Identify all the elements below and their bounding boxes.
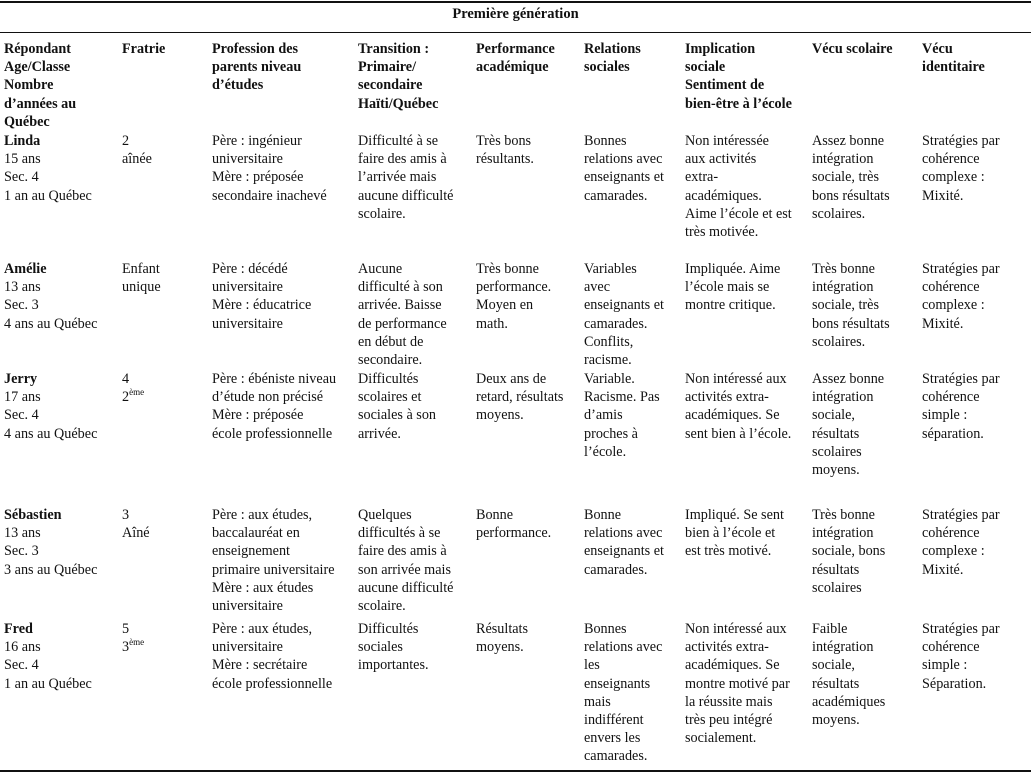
header-fratrie: Fratrie [122, 41, 166, 57]
cell-line: universitaire [212, 315, 283, 332]
cell-line: académiques. Se [685, 657, 780, 674]
cell-line: scolaires. [812, 333, 866, 350]
cell-line: Sec. 3 [4, 297, 39, 314]
cell-line: scolaire. [358, 205, 406, 222]
cell-fratrie [122, 260, 212, 370]
table-row [4, 620, 1028, 770]
cell-line: son arrivée mais [358, 561, 451, 578]
cell-line: Impliqué. Se sent [685, 507, 784, 523]
cell-line: faire des amis à [358, 151, 447, 168]
cell-line: académiques. [685, 187, 762, 204]
cell-line: 2ème [122, 387, 145, 406]
cell-line: complexe : [922, 169, 985, 186]
cell-line: la réussite mais [685, 693, 773, 710]
cell-line: Stratégies par [922, 621, 1000, 637]
cell-line: 1 an au Québec [4, 675, 92, 692]
cell-implication [685, 506, 812, 620]
cell-relations [584, 132, 685, 260]
cell-vecu-identitaire [922, 620, 1028, 770]
cell-line: d’amis [584, 407, 623, 424]
cell-line: 4 [122, 371, 130, 387]
cell-line: en début de [358, 333, 424, 350]
cell-line: de performance [358, 315, 447, 332]
cell-implication [685, 260, 812, 370]
cell-profession [212, 260, 358, 370]
cell-line: Stratégies par [922, 371, 1000, 387]
cell-line: résultats [812, 425, 860, 442]
cell-relations [584, 260, 685, 370]
cell-vecu-scolaire [812, 370, 922, 506]
cell-line: résultats [812, 675, 860, 692]
cell-respondent [4, 370, 122, 506]
cell-line: académiques. Se [685, 407, 780, 424]
cell-line: activités extra- [685, 639, 769, 656]
cell-line: enseignants [584, 675, 651, 692]
cell-line: Non intéressé aux [685, 371, 787, 387]
cell-transition [358, 260, 476, 370]
cell-line: Assez bonne [812, 133, 885, 149]
cell-line: primaire universitaire [212, 561, 335, 578]
cell-line: camarades. [584, 315, 648, 332]
cell-line: cohérence [922, 279, 980, 296]
cell-line: simple : [922, 407, 968, 424]
cell-line: sociales [358, 639, 403, 656]
cell-line: 17 ans [4, 389, 41, 406]
cell-line: performance. [476, 279, 552, 296]
cell-line: Aîné [122, 525, 150, 542]
cell-line: bien à l’école et [685, 525, 776, 542]
cell-line: enseignants et [584, 543, 664, 560]
cell-line: unique [122, 279, 161, 296]
cell-line: 3 [122, 507, 130, 523]
cell-line: bons résultats [812, 187, 890, 204]
cell-fratrie [122, 370, 212, 506]
data-table [4, 40, 1028, 770]
cell-line: camarades. [584, 561, 648, 578]
cell-line: scolaire. [358, 598, 406, 615]
cell-line: Bonnes [584, 621, 627, 637]
cell-line: Difficulté à se [358, 133, 439, 149]
cell-line: Assez bonne [812, 371, 885, 387]
cell-transition [358, 132, 476, 260]
cell-line: moyens. [476, 407, 524, 424]
cell-line: 16 ans [4, 639, 41, 656]
cell-vecu-scolaire [812, 620, 922, 770]
cell-transition [358, 506, 476, 620]
cell-line: aux activités [685, 151, 757, 168]
cell-line: Stratégies par [922, 133, 1000, 149]
cell-line: 13 ans [4, 525, 41, 542]
cell-line: Résultats [476, 621, 529, 637]
cell-vecu-scolaire [812, 506, 922, 620]
cell-line: Mixité. [922, 315, 964, 332]
table-row [4, 260, 1028, 370]
cell-line: Sec. 4 [4, 169, 39, 186]
cell-line: 3 ans au Québec [4, 561, 98, 578]
cell-line: sociale, très [812, 297, 879, 314]
cell-line: racisme. [584, 352, 632, 369]
cell-line: Non intéressée [685, 133, 769, 149]
cell-line: complexe : [922, 543, 985, 560]
cell-line: simple : [922, 657, 968, 674]
cell-line: Variables [584, 261, 637, 277]
cell-line: 2 [122, 133, 130, 149]
cell-line: Bonne [584, 507, 622, 523]
cell-line: sociale, [812, 657, 855, 674]
cell-line: Très bonne [476, 261, 539, 277]
cell-performance [476, 370, 584, 506]
cell-implication [685, 132, 812, 260]
cell-profession [212, 132, 358, 260]
cell-performance [476, 260, 584, 370]
cell-line: cohérence [922, 389, 980, 406]
cell-line: Sec. 3 [4, 543, 39, 560]
cell-line: résultats [812, 561, 860, 578]
cell-line: importantes. [358, 657, 429, 674]
cell-line: Mère : préposée [212, 169, 304, 186]
cell-line: Sec. 4 [4, 657, 39, 674]
cell-line: difficultés à se [358, 525, 441, 542]
cell-line: école professionnelle [212, 425, 333, 442]
cell-line: Père : décédé [212, 261, 288, 277]
cell-line: Très bonne [812, 507, 875, 523]
table-top-rule [0, 1, 1031, 3]
cell-line: Mixité. [922, 187, 964, 204]
cell-line: extra- [685, 169, 719, 186]
cell-line: aînée [122, 151, 152, 168]
cell-line: Enfant [122, 261, 160, 277]
cell-line: cohérence [922, 525, 980, 542]
table-body [4, 132, 1028, 770]
cell-respondent [4, 506, 122, 620]
cell-vecu-scolaire [812, 260, 922, 370]
cell-vecu-identitaire [922, 260, 1028, 370]
cell-line: intégration [812, 151, 874, 168]
respondent-name: Linda [4, 133, 41, 149]
header-relations: Relations sociales [584, 41, 641, 76]
cell-fratrie [122, 506, 212, 620]
cell-line: math. [476, 315, 508, 332]
header-row [4, 40, 1028, 132]
header-profession: Profession des parents niveau d’études [212, 41, 302, 94]
cell-line: Mère : éducatrice [212, 297, 312, 314]
cell-line: 15 ans [4, 151, 41, 168]
cell-respondent [4, 260, 122, 370]
cell-line: cohérence [922, 639, 980, 656]
cell-line: relations avec [584, 151, 663, 168]
cell-line: retard, résultats [476, 389, 564, 406]
cell-line: avec [584, 279, 610, 296]
cell-line: Aime l’école et est [685, 205, 792, 222]
cell-line: envers les [584, 730, 641, 747]
cell-line: Impliquée. Aime [685, 261, 781, 277]
cell-line: universitaire [212, 639, 283, 656]
cell-vecu-scolaire [812, 132, 922, 260]
cell-relations [584, 620, 685, 770]
cell-line: universitaire [212, 279, 283, 296]
cell-line: résultants. [476, 151, 534, 168]
cell-line: scolaires [812, 579, 862, 596]
cell-line: Père : aux études, [212, 621, 313, 637]
cell-line: Très bons [476, 133, 532, 149]
table-bottom-rule [0, 770, 1031, 772]
cell-line: camarades. [584, 748, 648, 765]
cell-line: moyens. [812, 462, 860, 479]
cell-line: universitaire [212, 598, 283, 615]
cell-line: Très bonne [812, 261, 875, 277]
table-row [4, 132, 1028, 260]
cell-line: 1 an au Québec [4, 187, 92, 204]
cell-line: l’école. [584, 443, 627, 460]
cell-line: faire des amis à [358, 543, 447, 560]
cell-line: Sec. 4 [4, 407, 39, 424]
header-implication: Implication sociale Sentiment de bien-être à l’école [685, 41, 792, 112]
cell-transition [358, 370, 476, 506]
cell-performance [476, 506, 584, 620]
cell-relations [584, 506, 685, 620]
cell-line: Mère : secrétaire [212, 657, 308, 674]
cell-vecu-identitaire [922, 370, 1028, 506]
header-vecu-scolaire: Vécu scolaire [812, 41, 893, 57]
cell-line: intégration [812, 525, 874, 542]
cell-line: relations avec [584, 525, 663, 542]
cell-line: intégration [812, 639, 874, 656]
cell-line: proches à [584, 425, 638, 442]
cell-line: Stratégies par [922, 261, 1000, 277]
respondent-name: Sébastien [4, 507, 62, 523]
cell-profession [212, 620, 358, 770]
ordinal-suffix: ème [129, 637, 145, 648]
cell-line: 3ème [122, 637, 145, 656]
header-vecu-identitaire: Vécu identitaire [922, 41, 985, 76]
header-transition: Transition : Primaire/ secondaire Haïti/Québec [358, 41, 439, 112]
cell-transition [358, 620, 476, 770]
cell-line: aucune difficulté [358, 579, 454, 596]
cell-line: mais [584, 693, 611, 710]
cell-vecu-identitaire [922, 506, 1028, 620]
cell-line: Difficultés [358, 621, 419, 637]
respondent-name: Jerry [4, 371, 38, 387]
header-respondent: Répondant Age/Classe Nombre d’années au Québec [4, 41, 77, 130]
cell-line: Conflits, [584, 333, 634, 350]
cell-line: intégration [812, 389, 874, 406]
cell-line: relations avec [584, 639, 663, 656]
cell-line: Mère : aux études [212, 579, 314, 596]
cell-line: 5 [122, 621, 130, 637]
cell-line: moyens. [812, 712, 860, 729]
cell-line: très motivée. [685, 224, 759, 241]
cell-line: Mixité. [922, 561, 964, 578]
table-row [4, 370, 1028, 506]
cell-line: école professionnelle [212, 675, 333, 692]
cell-line: très peu intégré [685, 712, 773, 729]
cell-implication [685, 370, 812, 506]
cell-line: 4 ans au Québec [4, 425, 98, 442]
cell-line: Racisme. Pas [584, 389, 660, 406]
respondent-name: Fred [4, 621, 33, 637]
cell-line: Faible [812, 621, 848, 637]
cell-line: séparation. [922, 425, 984, 442]
cell-line: Non intéressé aux [685, 621, 787, 637]
cell-line: universitaire [212, 151, 283, 168]
cell-line: arrivée. Baisse [358, 297, 442, 314]
respondent-name: Amélie [4, 261, 47, 277]
cell-line: aucune difficulté [358, 187, 454, 204]
cell-line: Bonnes [584, 133, 627, 149]
cell-vecu-identitaire [922, 132, 1028, 260]
cell-line: Moyen en [476, 297, 534, 314]
cell-line: sociales à son [358, 407, 437, 424]
cell-profession [212, 506, 358, 620]
cell-line: difficulté à son [358, 279, 443, 296]
cell-line: socialement. [685, 730, 757, 747]
cell-line: performance. [476, 525, 552, 542]
cell-line: complexe : [922, 297, 985, 314]
cell-line: enseignants et [584, 169, 664, 186]
cell-line: Bonne [476, 507, 514, 523]
cell-fratrie [122, 132, 212, 260]
cell-line: sociale, [812, 407, 855, 424]
cell-line: montre motivé par [685, 675, 790, 692]
cell-line: l’arrivée mais [358, 169, 437, 186]
cell-line: académiques [812, 693, 886, 710]
cell-line: Père : ingénieur [212, 133, 302, 149]
cell-line: Difficultés [358, 371, 419, 387]
cell-line: sociale, très [812, 169, 879, 186]
cell-line: arrivée. [358, 425, 401, 442]
cell-line: 4 ans au Québec [4, 315, 98, 332]
cell-line: Séparation. [922, 675, 987, 692]
cell-line: scolaires et [358, 389, 422, 406]
cell-line: Père : aux études, [212, 507, 313, 523]
cell-profession [212, 370, 358, 506]
cell-line: sociale, bons [812, 543, 886, 560]
table-title: Première génération [452, 6, 579, 22]
cell-line: camarades. [584, 187, 648, 204]
title-separator-rule [0, 32, 1031, 33]
cell-respondent [4, 620, 122, 770]
cell-implication [685, 620, 812, 770]
cell-line: intégration [812, 279, 874, 296]
cell-line: montre critique. [685, 297, 776, 314]
cell-line: secondaire inachevé [212, 187, 327, 204]
cell-line: d’étude non précisé [212, 389, 324, 406]
cell-line: Stratégies par [922, 507, 1000, 523]
cell-line: Quelques [358, 507, 412, 523]
header-performance: Performance académique [476, 41, 555, 76]
cell-line: activités extra- [685, 389, 769, 406]
cell-line: est très motivé. [685, 543, 772, 560]
cell-performance [476, 620, 584, 770]
cell-performance [476, 132, 584, 260]
cell-line: les [584, 657, 600, 674]
cell-line: indifférent [584, 712, 644, 729]
cell-line: Mère : préposée [212, 407, 304, 424]
cell-line: sent bien à l’école. [685, 425, 792, 442]
cell-line: Aucune [358, 261, 403, 277]
table-row [4, 506, 1028, 620]
cell-line: scolaires. [812, 205, 866, 222]
cell-line: Père : ébéniste niveau [212, 371, 337, 387]
cell-line: Variable. [584, 371, 635, 387]
cell-line: 13 ans [4, 279, 41, 296]
cell-line: enseignement [212, 543, 291, 560]
cell-line: l’école mais se [685, 279, 770, 296]
ordinal-suffix: ème [129, 387, 145, 398]
cell-fratrie [122, 620, 212, 770]
cell-line: enseignants et [584, 297, 664, 314]
cell-line: scolaires [812, 443, 862, 460]
cell-line: bons résultats [812, 315, 890, 332]
cell-line: cohérence [922, 151, 980, 168]
cell-line: baccalauréat en [212, 525, 300, 542]
cell-line: Deux ans de [476, 371, 547, 387]
cell-line: moyens. [476, 639, 524, 656]
cell-line: secondaire. [358, 352, 423, 369]
cell-respondent [4, 132, 122, 260]
cell-relations [584, 370, 685, 506]
